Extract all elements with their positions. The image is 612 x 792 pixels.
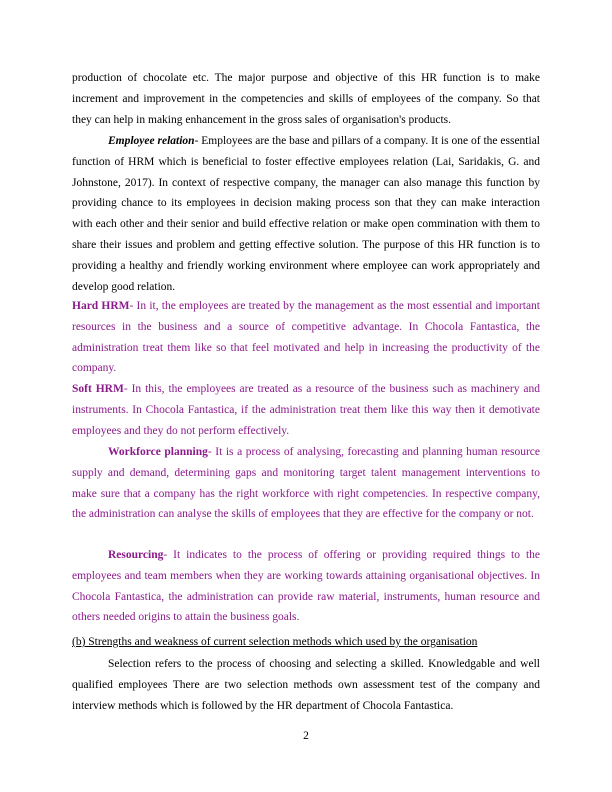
paragraph-resourcing: Resourcing- It indicates to the process of offering or providing required things to the employees and team members when they are working towards attaining organisational objectives. In Chocola Fantastica, the administration can provide raw material, instruments, human resource and others needed origins to attain the business goals. [72, 549, 540, 624]
heading-workforce-planning: Workforce planning [108, 446, 208, 458]
paragraph-intro: production of chocolate etc. The major purpose and objective of this HR function is to make increment and improvement in the competencies and skills of employees of the company. So that they can help in making enhancement in the gross sales of organisation's products. [72, 72, 540, 126]
heading-soft-hrm: Soft HRM [72, 383, 124, 395]
paragraph-selection: Selection refers to the process of choosing and selecting a skilled. Knowledgable and well qualified employees There are two selection methods own assessment test of the company and interview methods which is followed by the HR department of Chocola Fantastica. [72, 658, 540, 712]
paragraph-hard-hrm: Hard HRM- In it, the employees are treated by the management as the most essential and important resources in the business and a source of competitive advantage. In Chocola Fantastica, the administration treat them like so that feel motivated and help in increasing the productivity of the company. [72, 300, 540, 375]
page-number: 2 [303, 730, 309, 742]
heading-resourcing: Resourcing [108, 549, 164, 561]
heading-hard-hrm: Hard HRM [72, 300, 130, 312]
heading-employee-relation: Employee relation [108, 135, 195, 147]
paragraph-soft-hrm: Soft HRM- In this, the employees are treated as a resource of the business such as machinery and instruments. In Chocola Fantastica, if the administration treat them like this way then it demotivate employees and they do not perform effectively. [72, 383, 540, 437]
paragraph-employee-relation: Employee relation- Employees are the base and pillars of a company. It is one of the essential function of HRM which is beneficial to foster effective employees relation (Lai, Saridakis, G. and Johnstone, 2017). In context of respective company, the manager can also manage this function by providing chance to its employees in decision making process son that they can make interaction with each other and their senior and build effective relation or make open commination with them to share their issues and problem and getting effective solution. The purpose of this HR function is to providing a healthy and friendly working environment where employee can work appropriately and develop good relation. [72, 135, 540, 293]
paragraph-workforce-planning: Workforce planning- It is a process of analysing, forecasting and planning human resource supply and demand, determining gaps and monitoring target talent management interventions to make sure that a company has the right workforce with right competencies. In respective company, the administration can analyse the skills of employees that they are effective for the company or not. [72, 446, 540, 521]
section-b-heading: (b) Strengths and weakness of current selection methods which used by the organisation [72, 636, 478, 648]
